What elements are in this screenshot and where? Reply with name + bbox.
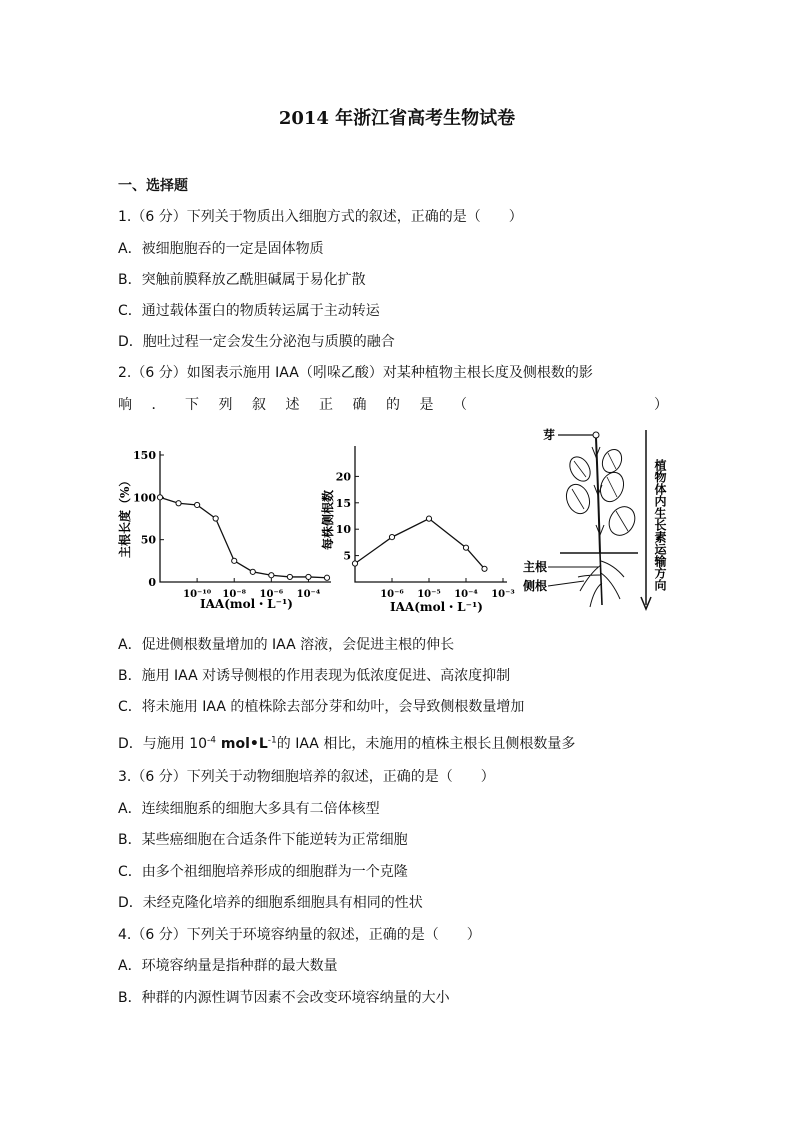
axis-lines (355, 446, 507, 582)
question-3-option-a: A．连续细胞系的细胞大多具有二倍体核型 (118, 801, 380, 817)
y-tick-label: 150 (133, 449, 156, 462)
chart2-xlabel: IAA(mol・L⁻¹) (390, 600, 483, 614)
chart2-ylabel: 每株侧根数 (321, 489, 335, 550)
chart1-ylabel: 主根长度（%） (118, 474, 132, 558)
question-4-option-b: B．种群的内源性调节因素不会改变环境容纳量的大小 (118, 990, 450, 1006)
question-2-stem-line2: 响．下列叙述正确的是（ ） (118, 397, 668, 413)
question-1-option-c: C．通过载体蛋白的物质转运属于主动转运 (118, 303, 380, 319)
bud-marker (593, 432, 599, 438)
data-point (213, 516, 218, 521)
bud-label: 芽 (543, 428, 556, 442)
question-2-option-b: B．施用 IAA 对诱导侧根的作用表现为低浓度促进、高浓度抑制 (118, 668, 511, 684)
y-tick-label: 15 (335, 496, 351, 510)
question-2-option-c: C．将未施用 IAA 的植株除去部分芽和幼叶，会导致侧根数量增加 (118, 699, 525, 715)
x-tick-label: 10⁻³ (491, 589, 515, 600)
series-line (160, 497, 327, 577)
option-d-unit: mol•L (216, 736, 268, 752)
y-tick-label: 10 (335, 523, 351, 537)
main-root-length-chart (115, 440, 335, 615)
question-2-option-a: A．促进侧根数量增加的 IAA 溶液，会促进主根的伸长 (118, 637, 455, 653)
y-tick-label: 0 (148, 576, 156, 589)
x-tick-label: 10⁻⁶ (380, 589, 404, 600)
leaf-icon (563, 481, 594, 517)
x-tick-label: 10⁻⁴ (296, 589, 321, 600)
question-2-option-d (118, 733, 575, 753)
question-3-option-c: C．由多个祖细胞培养形成的细胞群为一个克隆 (118, 864, 408, 880)
data-point (250, 569, 255, 574)
x-tick-label: 10⁻⁴ (454, 589, 478, 600)
y-tick-label: 100 (133, 491, 156, 505)
question-1-option-b: B．突触前膜释放乙酰胆碱属于易化扩散 (118, 272, 366, 288)
data-point (287, 574, 292, 579)
question-3-option-b: B．某些癌细胞在合适条件下能逆转为正常细胞 (118, 832, 408, 848)
data-point (463, 545, 468, 550)
section-heading: 一、选择题 (118, 178, 188, 194)
question-3-option-d: D．未经克隆化培养的细胞系细胞具有相同的性状 (118, 895, 423, 911)
series-line (355, 519, 485, 569)
data-point (176, 501, 181, 506)
lateral-root-count-chart (318, 440, 518, 615)
main-root-label: 主根 (523, 560, 548, 574)
question-3-stem: 3.（6 分）下列关于动物细胞培养的叙述，正确的是（ ） (118, 769, 495, 785)
option-d-text-2: 的 IAA 相比，未施用的植株主根长且侧根数量多 (276, 736, 576, 752)
x-tick-label: 10⁻⁸ (222, 589, 247, 600)
lateral-root-label: 侧根 (523, 579, 548, 593)
data-point (195, 502, 200, 507)
question-4-stem: 4.（6 分）下列关于环境容纳量的叙述，正确的是（ ） (118, 927, 481, 943)
leaf-icon (599, 446, 625, 475)
option-d-text-1: D．与施用 10 (118, 736, 208, 752)
x-tick-label: 10⁻¹⁰ (183, 589, 212, 600)
data-point (269, 573, 274, 578)
data-point (157, 495, 162, 500)
y-tick-label: 5 (343, 549, 351, 563)
question-2-stem-line1: 2.（6 分）如图表示施用 IAA（吲哚乙酸）对某种植物主根长度及侧根数的影 (118, 365, 593, 381)
plant-diagram (520, 425, 680, 615)
question-1-stem: 1.（6 分）下列关于物质出入细胞方式的叙述，正确的是（ ） (118, 209, 523, 225)
question-4-option-a: A．环境容纳量是指种群的最大数量 (118, 958, 338, 974)
question-1-option-d: D．胞吐过程一定会发生分泌泡与质膜的融合 (118, 334, 395, 350)
leaf-icon (604, 502, 640, 540)
leaf-icon (566, 453, 595, 485)
data-point (426, 516, 431, 521)
data-point (306, 574, 311, 579)
axis-lines (160, 451, 331, 582)
y-tick-label: 50 (140, 533, 156, 547)
question-1-option-a: A．被细胞胞吞的一定是固体物质 (118, 241, 324, 257)
transport-direction-label: 植物体内生长素运输方向 (653, 459, 667, 591)
y-tick-label: 20 (335, 470, 351, 484)
chart1-xlabel: IAA(mol・L⁻¹) (200, 597, 293, 611)
data-point (482, 566, 487, 571)
data-point (389, 535, 394, 540)
option-d-exponent-1: -4 (207, 735, 217, 746)
data-point (232, 558, 237, 563)
data-point (352, 561, 357, 566)
x-tick-label: 10⁻⁵ (417, 589, 441, 600)
x-tick-label: 10⁻⁶ (259, 589, 284, 600)
page-title: 2014 年浙江省高考生物试卷 (278, 108, 516, 129)
option-d-exponent-2: -1 (267, 735, 277, 746)
